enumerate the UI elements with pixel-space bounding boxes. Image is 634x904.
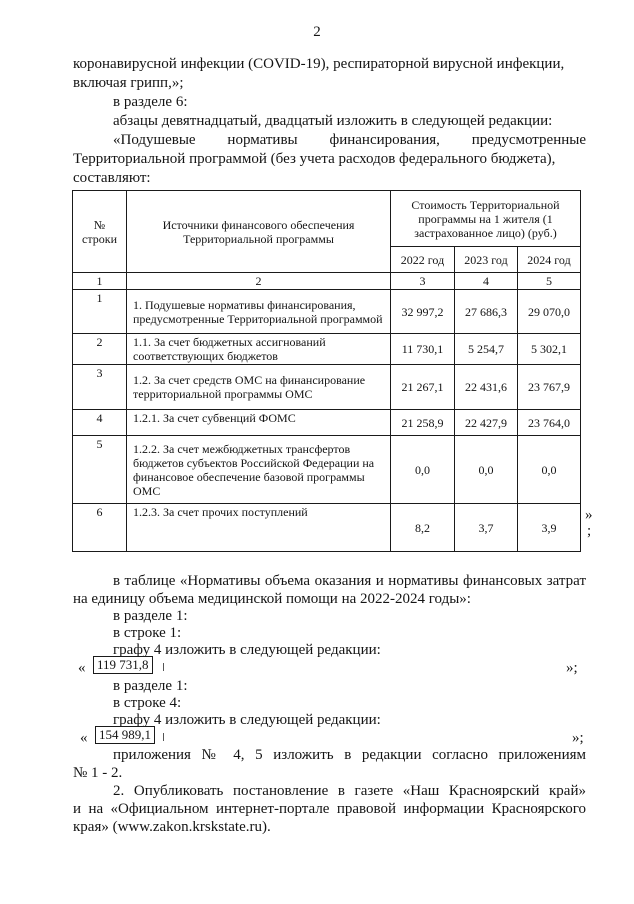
row-source: 1.1. За счет бюджетных ассигнований соответствующих бюджетов (127, 334, 391, 365)
publish-paragraph-line-3: края» (www.zakon.krskstate.ru). (73, 819, 271, 835)
table-row (73, 504, 581, 552)
row-value-2022: 0,0 (391, 436, 455, 504)
closing-quote: » (585, 507, 593, 523)
row-value-2023: 5 254,7 (455, 334, 518, 365)
row-source: 1. Подушевые нормативы финансирования, предусмотренные Территориальной программой (127, 290, 391, 334)
closing-quote-1: »; (566, 660, 578, 676)
row-source: 1.2.2. За счет межбюджетных трансфертов бюджетов субъектов Российской Федерации на финансовое обеспечение базовой программы ОМС (127, 436, 391, 504)
closing-quote-2: »; (572, 730, 584, 746)
row-number: 5 (73, 436, 127, 504)
box-corner-mark (163, 663, 164, 671)
closing-semicolon: ; (587, 523, 592, 539)
row-value-2023: 3,7 (455, 504, 518, 552)
section-ref-1: в разделе 1: (113, 608, 188, 624)
header-row-number: № строки (73, 191, 127, 273)
intro-line-4: абзацы девятнадцатый, двадцатый изложить в следующей редакции: (113, 113, 553, 129)
page-number: 2 (313, 24, 321, 40)
row-value-2024: 5 302,1 (518, 334, 581, 365)
funding-table (72, 190, 580, 552)
publish-paragraph-line-1: 2. Опубликовать постановление в газете «Наш Красноярский край» (113, 783, 586, 799)
row-number: 1 (73, 290, 127, 334)
row-number: 4 (73, 410, 127, 436)
column-number: 5 (518, 273, 581, 290)
row-value-2022: 21 258,9 (391, 410, 455, 436)
header-year-2024: 2024 год (518, 247, 581, 273)
header-cost-per-resident: Стоимость Территориальной программы на 1 жителя (1 застрахованное лицо) (руб.) (391, 191, 581, 247)
row-number: 2 (73, 334, 127, 365)
replacement-value-box-2: 154 989,1 (95, 726, 155, 744)
row-value-2023: 22 431,6 (455, 365, 518, 410)
intro-line-2: включая грипп,»; (73, 75, 184, 91)
row-ref-2: в строке 4: (113, 695, 182, 711)
paragraph-table-norms-line-1: в таблице «Нормативы объема оказания и нормативы финансовых затрат (113, 573, 586, 589)
column-ref-2: графу 4 изложить в следующей редакции: (113, 712, 381, 728)
header-year-2022: 2022 год (391, 247, 455, 273)
column-number: 4 (455, 273, 518, 290)
column-number: 3 (391, 273, 455, 290)
box-corner-mark (163, 733, 164, 741)
row-ref-1: в строке 1: (113, 625, 182, 641)
opening-quote-2: « (80, 730, 88, 746)
column-ref-1: графу 4 изложить в следующей редакции: (113, 642, 381, 658)
row-value-2022: 11 730,1 (391, 334, 455, 365)
row-source: 1.2.1. За счет субвенций ФОМС (127, 410, 391, 436)
row-value-2024: 0,0 (518, 436, 581, 504)
row-value-2023: 0,0 (455, 436, 518, 504)
appendix-paragraph-line-2: № 1 - 2. (73, 765, 123, 781)
row-value-2023: 27 686,3 (455, 290, 518, 334)
paragraph-table-norms-line-2: на единицу объема медицинской помощи на 2022-2024 годы»: (73, 591, 471, 607)
row-value-2022: 8,2 (391, 504, 455, 552)
row-value-2023: 22 427,9 (455, 410, 518, 436)
appendix-paragraph-line-1: приложения № 4, 5 изложить в редакции согласно приложениям (113, 747, 586, 763)
intro-line-5: «Подушевые нормативы финансирования, предусмотренные (113, 132, 586, 148)
row-source: 1.2. За счет средств ОМС на финансирование территориальной программы ОМС (127, 365, 391, 410)
publish-paragraph-line-2: и на «Официальном интернет-портале правовой информации Красноярского (73, 801, 586, 817)
row-value-2022: 32 997,2 (391, 290, 455, 334)
row-value-2024: 23 767,9 (518, 365, 581, 410)
row-value-2024: 29 070,0 (518, 290, 581, 334)
header-sources: Источники финансового обеспечения Территориальной программы (127, 191, 391, 273)
row-number: 6 (73, 504, 127, 552)
intro-line-1: коронавирусной инфекции (COVID-19), респираторной вирусной инфекции, (73, 56, 565, 72)
row-number: 3 (73, 365, 127, 410)
intro-line-7: составляют: (73, 170, 151, 186)
row-source: 1.2.3. За счет прочих поступлений (127, 504, 391, 552)
row-value-2022: 21 267,1 (391, 365, 455, 410)
header-year-2023: 2023 год (455, 247, 518, 273)
opening-quote-1: « (78, 660, 86, 676)
table-row (73, 290, 581, 334)
table-row (73, 410, 581, 436)
intro-line-3: в разделе 6: (113, 94, 188, 110)
section-ref-2: в разделе 1: (113, 678, 188, 694)
column-number: 1 (73, 273, 127, 290)
replacement-value-box-1: 119 731,8 (93, 656, 153, 674)
intro-line-6: Территориальной программой (без учета расходов федерального бюджета), (73, 151, 556, 167)
row-value-2024: 3,9 (518, 504, 581, 552)
row-value-2024: 23 764,0 (518, 410, 581, 436)
table-row (73, 436, 581, 504)
table-row (73, 365, 581, 410)
table-row (73, 334, 581, 365)
column-number: 2 (127, 273, 391, 290)
